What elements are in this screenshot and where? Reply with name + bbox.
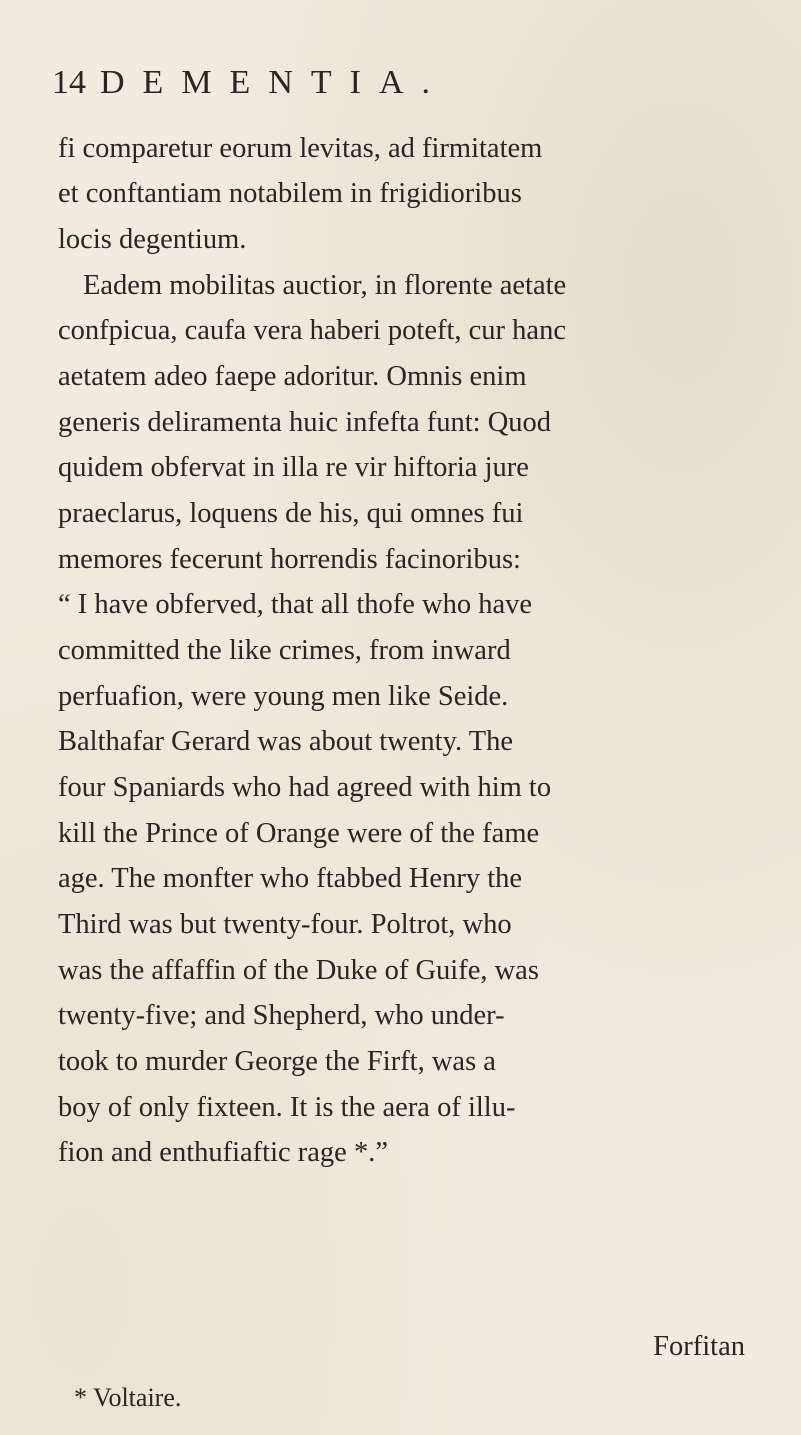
text-line: was the affaffin of the Duke of Guife, was [58, 955, 539, 986]
text-line: kill the Prince of Orange were of the fame [58, 818, 540, 849]
text-line: quidem obfervat in illa re vir hiftoria jure [58, 452, 529, 483]
text-line: memores fecerunt horrendis facinoribus: [58, 544, 521, 575]
text-line: committed the like crimes, from inward [58, 635, 511, 666]
footnote: * Voltaire. [74, 1383, 182, 1412]
text-line: fion and enthufiaftic rage *.” [58, 1137, 388, 1168]
text-line: age. The monfter who ftabbed Henry the [58, 863, 523, 894]
text-line: perfuafion, were young men like Seide. [58, 681, 509, 712]
running-head [52, 58, 752, 108]
text-line: fi comparetur eorum levitas, ad firmitatem [58, 133, 543, 164]
text-line: aetatem adeo faepe adoritur. Omnis enim [58, 361, 527, 392]
page-number: 14 [52, 64, 86, 101]
text-line: four Spaniards who had agreed with him to [58, 772, 552, 803]
text-line: Eadem mobilitas auctior, in florente aetate [83, 270, 567, 301]
text-line: twenty-five; and Shepherd, who under- [58, 1000, 505, 1031]
text-line: took to murder George the Firft, was a [58, 1046, 496, 1077]
text-line: boy of only fixteen. It is the aera of illu- [58, 1092, 516, 1123]
text-line: et conftantiam notabilem in frigidioribus [58, 178, 522, 209]
text-line: “ I have obferved, that all thofe who have [58, 589, 533, 620]
text-line: generis deliramenta huic infefta funt: Quod [58, 407, 552, 438]
text-line: praeclarus, loquens de his, qui omnes fui [58, 498, 524, 529]
running-title: DEMENTIA. [100, 64, 449, 101]
text-line: Balthafar Gerard was about twenty. The [58, 726, 514, 757]
text-line: Third was but twenty-four. Poltrot, who [58, 909, 512, 940]
text-line: locis degentium. [58, 224, 247, 255]
catchword: Forfitan [653, 1331, 745, 1362]
text-line: confpicua, caufa vera haberi poteft, cur hanc [58, 315, 566, 346]
